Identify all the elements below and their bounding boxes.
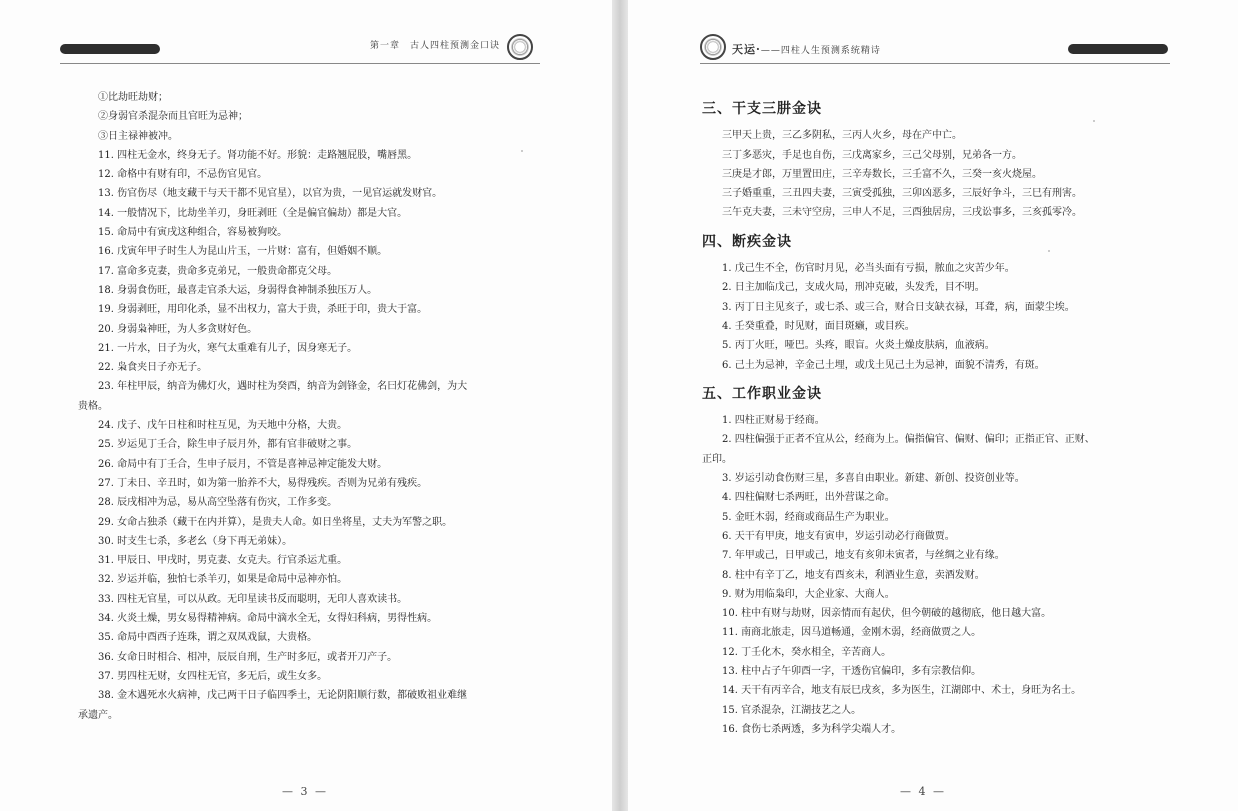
series-label-bar [60,44,160,54]
text-line: 15. 官杀混杂，江湖技艺之人。 [722,704,862,716]
text-line: 7. 年甲或己，日甲或己，地支有亥卯未寅者，与丝绸之业有缘。 [722,550,1005,562]
text-line: 9. 财为用临枭印，大企业家、大商人。 [722,588,895,600]
text-line: 28. 辰戌相冲为忌，易从高空坠落有伤灾，工作多变。 [98,497,338,509]
text-line: 26. 命局中有丁壬合，生申子辰月，不管是喜神忌神定能发大财。 [98,458,388,470]
text-line: 15. 命局中有寅戌这种组合，容易被狗咬。 [98,227,288,239]
text-line: 29. 女命占独杀（藏干在内并算），是贵夫人命。如日坐将星，丈夫为军警之职。 [98,516,453,528]
text-line: 34. 火炎土燥，男女易得精神病。命局中滴水全无，女得妇科病，男得性病。 [98,613,438,625]
text-line: 38. 金木遇死水火病神，戊己两干日子临四季土，无论阴阳顺行数，都破败祖业难继 [98,690,468,702]
text-line: 1. 戊己生不全，伤官时月见，必当头面有亏损，脓血之灾苦少年。 [722,263,1015,275]
text-line-continued: 承遗产。 [78,709,118,721]
text-line: 23. 年柱甲辰，纳音为佛灯火，遇时柱为癸酉，纳音为剑锋金，名曰灯花佛剑，为大 [98,381,468,393]
text-line: 33. 四柱无官星，可以从政。无印星读书反而聪明，无印人喜欢读书。 [98,593,408,605]
text-line: 3. 丙丁日主见亥子，或七杀、或三合，财合日支缺衣禄，耳聋，病，面蒙尘埃。 [722,301,1075,313]
scan-speck [521,150,523,152]
text-line: 31. 甲辰日、甲戌时，男克妻、女克夫。行官杀运尤重。 [98,555,348,567]
text-line: 13. 伤官伤尽（地支藏干与天干都不见官星），以官为贵，一见官运就发财官。 [98,188,443,200]
taiji-emblem-icon [507,34,533,60]
text-line: 三午克夫妻，三未守空房，三申人不足，三酉独居房，三戌讼事多，三亥孤零冷。 [722,207,1082,219]
book-gutter [612,0,628,811]
text-line: 5. 金旺木弱，经商或商品生产为职业。 [722,511,895,523]
text-line: 19. 身弱剥旺，用印化杀，显不出权力，富大于贵，杀旺于印，贵大于富。 [98,304,428,316]
text-line-continued: 正印。 [702,453,732,465]
section-heading: 五、工作职业金诀 [702,385,822,402]
text-line: 4. 四柱偏财七杀两旺，出外营谋之命。 [722,492,895,504]
text-line-continued: 贵格。 [78,400,108,412]
chapter-title: 第一章 古人四柱预测金口诀 [370,41,501,51]
text-line: 12. 命格中有财有印，不忌伤官见官。 [98,169,268,181]
text-line: 14. 一般情况下，比劫坐羊刃，身旺剥旺（全是偏官偏劫）都是大官。 [98,207,408,219]
text-line: 10. 柱中有财与劫财，因亲情而有起伏，但今朝破的越彻底，他日越大富。 [722,608,1052,620]
text-line: 22. 枭食夹日子亦无子。 [98,362,208,374]
text-line: 6. 己土为忌神，辛金己土埋，或戊土见己土为忌神，面貌不清秀，有斑。 [722,359,1045,371]
text-line: 16. 食伤七杀两透，多为科学尖端人才。 [722,723,902,735]
text-line: 8. 柱中有辛丁乙，地支有酉亥未，利酒业生意，卖酒发财。 [722,569,985,581]
text-line: 32. 岁运并临，独怕七杀羊刃，如果是命局中忌神亦怕。 [98,574,348,586]
left-text-body [78,88,548,725]
page-number: — 4 — [900,785,946,798]
text-line: 11. 四柱无金水，终身无子。肾功能不好。形貌：走路翘屁股，嘴唇黑。 [98,149,418,161]
text-line: 25. 岁运见丁壬合，除生申子辰月外，都有官非破财之事。 [98,439,358,451]
text-line: 17. 富命多克妻，贵命多克弟兄，一般贵命都克父母。 [98,265,338,277]
text-line: 3. 岁运引动食伤财三星，多喜自由职业。新建、新创、投资创业等。 [722,473,1025,485]
section-heading: 四、断疾金诀 [702,233,792,250]
text-line: 14. 天干有丙辛合，地支有辰巳戌亥，多为医生，江湖郎中、术士，身旺为名士。 [722,685,1082,697]
text-line: 18. 身弱食伤旺，最喜走官杀大运，身弱得食神制杀独压万人。 [98,284,378,296]
text-line: 37. 男四柱无财，女四柱无官，多无后，或生女多。 [98,670,328,682]
page-number: — 3 — [282,785,328,798]
text-line: 4. 壬癸重叠，时见财，面目斑癞，或目疾。 [722,320,915,332]
scan-speck [1093,120,1095,122]
text-line: 三丁多恶灾，手足也自伤，三戊离家乡，三己父母别，兄弟各一方。 [722,149,1022,161]
text-line: 2. 日主加临戊己，支成火局，刑冲克破，头发秃，目不明。 [722,282,985,294]
text-line: 13. 柱中占子午卯酉一字，干透伤官偏印，多有宗教信仰。 [722,666,982,678]
text-line: 36. 女命日时相合、相冲，辰辰自刑，生产时多厄，或者开刀产子。 [98,651,398,663]
text-line: 三子婚重重，三丑四夫妻，三寅受孤独，三卯凶恶多，三辰好争斗，三巳有刑害。 [722,188,1082,200]
text-line: 24. 戊子、戊午日柱和时柱互见，为天地中分格，大贵。 [98,420,348,432]
text-line: 三庚是才郎，万里置田庄，三辛寿数长，三壬富不久，三癸一亥火烧屋。 [722,168,1042,180]
left-page [0,0,612,811]
text-line: 20. 身弱枭神旺，为人多贪财好色。 [98,323,258,335]
section-heading: 三、干支三肼金诀 [702,101,822,117]
text-line: 11. 南商北旅走，因马道畅通，金刚木弱，经商做贾之人。 [722,627,982,639]
text-line: 5. 丙丁火旺，哑巴。头疼，眼盲。火炎土燥皮肤病，血液病。 [722,340,995,352]
book-title [732,41,881,57]
text-line: 21. 一片水，日子为火，寒气太重难有儿子，因身寒无子。 [98,342,358,354]
text-line: 三甲天上贵，三乙多阴私，三丙人火乡，母在产中亡。 [722,130,962,142]
text-line: 12. 丁壬化木，癸水相全，辛苦商人。 [722,646,892,658]
text-line: 27. 丁未日、辛丑时，如为第一胎养不大，易得残疾。否则为兄弟有残疾。 [98,477,428,489]
text-line: ①比劫旺劫财； [98,92,168,103]
book-subtitle: ——四柱人生预测系统精诗 [760,46,881,56]
taiji-emblem-icon [700,34,726,60]
text-line: 16. 戊寅年甲子时生人为昆山片玉，一片财：富有，但婚姻不顺。 [98,246,388,258]
header-rule [60,63,540,64]
text-line: 2. 四柱偏强于正者不宜从公，经商为上。偏指偏官、偏财、偏印；正指正官、正财、 [722,434,1095,446]
right-page [628,0,1238,811]
text-line: 35. 命局中酉西子连珠，谓之双凤戏鼠，大贵格。 [98,632,318,644]
series-label-bar [1068,44,1168,54]
brand-name: 天运· [732,43,761,56]
right-text-body [702,100,1182,739]
text-line: 6. 天干有甲庚，地支有寅申，岁运引动必行商做贾。 [722,530,955,542]
text-line: 1. 四柱正财易于经商。 [722,415,825,427]
text-line: ③日主禄神被冲。 [98,130,178,142]
header-rule [700,63,1170,64]
text-line: 30. 时支生七杀，多老幺（身下再无弟妹）。 [98,535,293,547]
scan-speck [1048,250,1050,252]
text-line: ②身弱官杀混杂而且官旺为忌神； [98,111,248,123]
